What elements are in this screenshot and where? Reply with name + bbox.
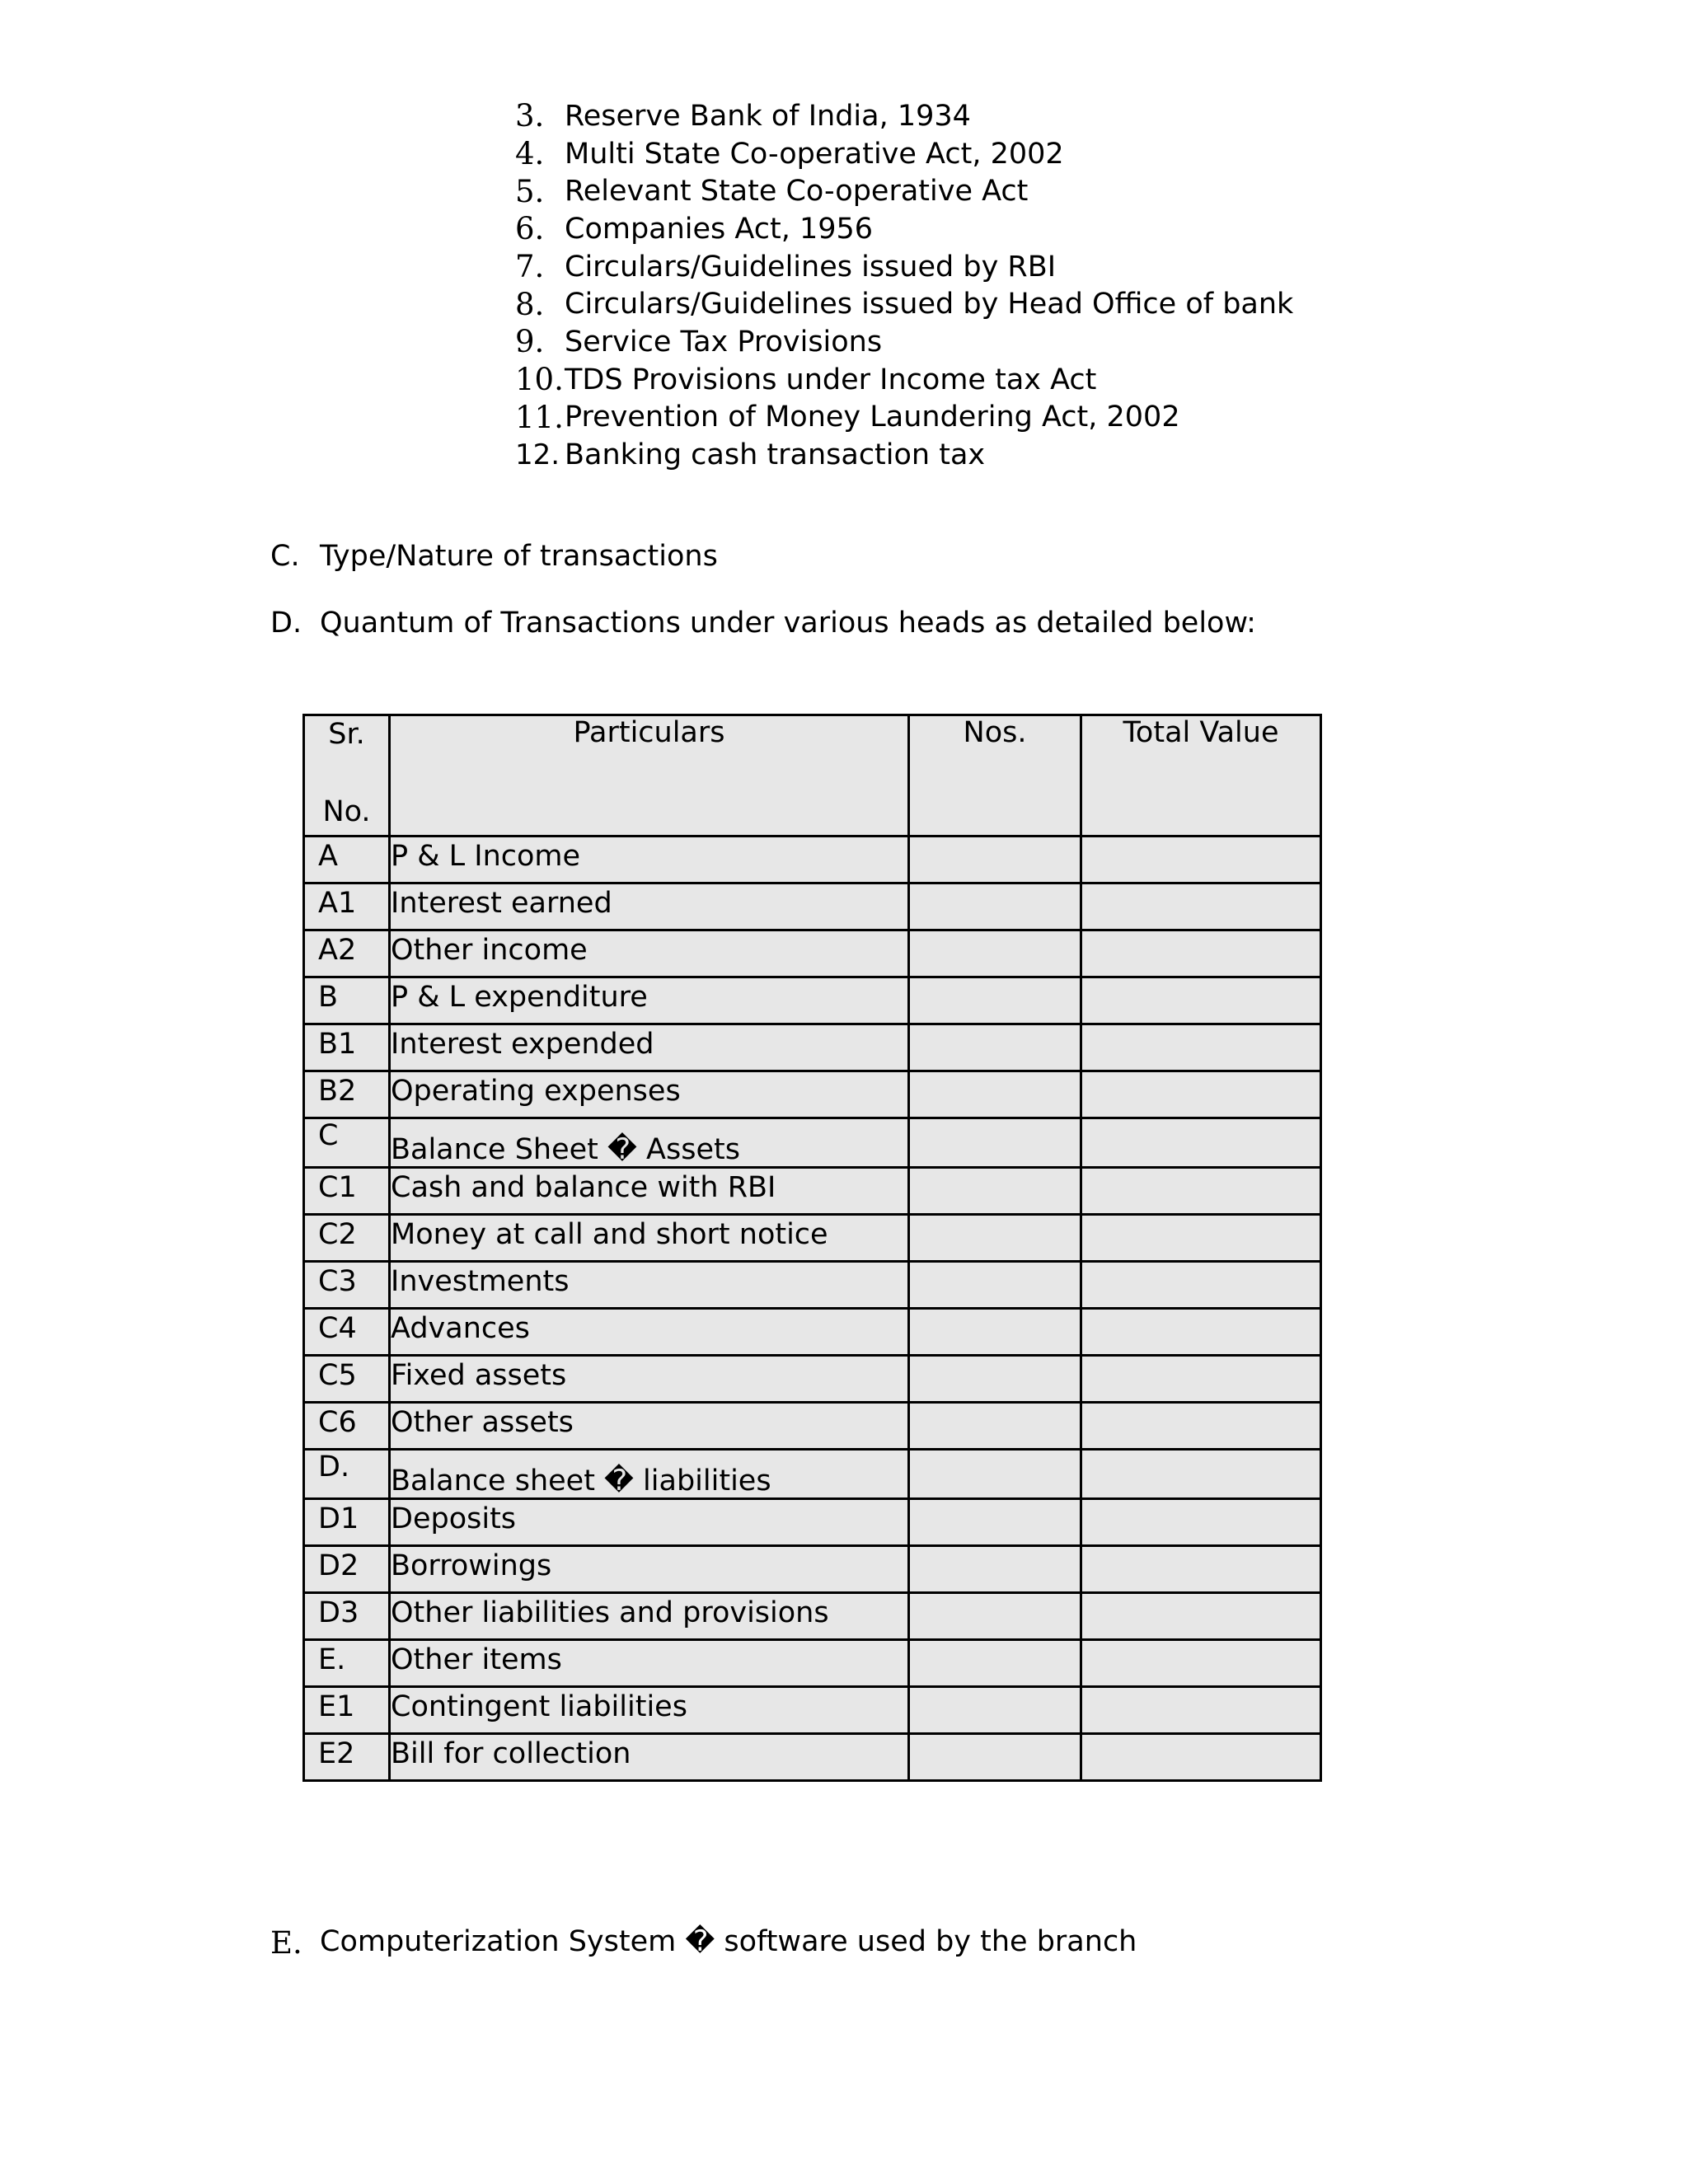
act-text: Circulars/Guidelines issued by RBI [565, 250, 1057, 284]
table-row [304, 883, 1321, 930]
table-row [304, 1450, 1321, 1499]
total-value-cell[interactable] [1081, 930, 1321, 977]
total-value-cell[interactable] [1081, 1640, 1321, 1687]
table-row [304, 1403, 1321, 1450]
nos-cell[interactable] [909, 930, 1081, 977]
section-c-heading [270, 540, 718, 573]
table-row [304, 977, 1321, 1024]
nos-cell[interactable] [909, 1168, 1081, 1215]
nos-cell[interactable] [909, 1309, 1081, 1356]
total-value-header: Total Value [1081, 715, 1321, 837]
nos-cell[interactable] [909, 1499, 1081, 1546]
row-particular: Interest earned [390, 883, 909, 930]
nos-cell[interactable] [909, 837, 1081, 883]
row-code: A [304, 837, 390, 883]
row-particular: Investments [390, 1262, 909, 1309]
nos-cell[interactable] [909, 977, 1081, 1024]
act-number: 8. [515, 286, 545, 322]
act-item [515, 399, 1293, 437]
row-code: C1 [304, 1168, 390, 1215]
row-particular: Other liabilities and provisions [390, 1593, 909, 1640]
act-text: Service Tax Provisions [565, 325, 883, 359]
particulars-header: Particulars [390, 715, 909, 837]
row-particular: Money at call and short notice [390, 1215, 909, 1262]
total-value-cell[interactable] [1081, 1593, 1321, 1640]
row-code: E1 [304, 1687, 390, 1734]
table-row [304, 1546, 1321, 1593]
table-row [304, 1499, 1321, 1546]
act-number: 10. [515, 362, 564, 398]
act-item [515, 97, 1293, 135]
section-text: Computerization System � software used by the branch [320, 1925, 1137, 1958]
act-text: TDS Provisions under Income tax Act [565, 363, 1097, 396]
total-value-cell[interactable] [1081, 1309, 1321, 1356]
total-value-cell[interactable] [1081, 1215, 1321, 1262]
nos-cell[interactable] [909, 1450, 1081, 1499]
row-particular: Borrowings [390, 1546, 909, 1593]
nos-cell[interactable] [909, 1262, 1081, 1309]
act-item [515, 172, 1293, 210]
total-value-cell[interactable] [1081, 1734, 1321, 1781]
table-row [304, 1118, 1321, 1168]
act-item [515, 361, 1293, 399]
row-code: C2 [304, 1215, 390, 1262]
row-code: D. [304, 1450, 390, 1499]
act-text: Companies Act, 1956 [565, 212, 874, 246]
act-item [515, 285, 1293, 323]
row-particular: Advances [390, 1309, 909, 1356]
total-value-cell[interactable] [1081, 1450, 1321, 1499]
act-number: 6. [515, 211, 545, 247]
table-header-row [304, 715, 1321, 837]
total-value-cell[interactable] [1081, 883, 1321, 930]
table-row [304, 1640, 1321, 1687]
total-value-cell[interactable] [1081, 1168, 1321, 1215]
total-value-cell[interactable] [1081, 1356, 1321, 1403]
table-row [304, 1309, 1321, 1356]
row-particular: Bill for collection [390, 1734, 909, 1781]
total-value-cell[interactable] [1081, 1118, 1321, 1168]
section-e-heading [270, 1925, 1137, 1961]
row-particular: P & L expenditure [390, 977, 909, 1024]
row-code: E2 [304, 1734, 390, 1781]
total-value-cell[interactable] [1081, 1499, 1321, 1546]
row-code: B1 [304, 1024, 390, 1071]
acts-list [515, 97, 1293, 474]
row-code: E. [304, 1640, 390, 1687]
table-row [304, 1593, 1321, 1640]
table-row [304, 1215, 1321, 1262]
section-d-heading [270, 607, 1256, 640]
row-particular: Balance Sheet � Assets [390, 1118, 909, 1168]
total-value-cell[interactable] [1081, 977, 1321, 1024]
row-code: D2 [304, 1546, 390, 1593]
total-value-cell[interactable] [1081, 1546, 1321, 1593]
total-value-cell[interactable] [1081, 1403, 1321, 1450]
table-row [304, 1356, 1321, 1403]
act-item [515, 210, 1293, 248]
nos-cell[interactable] [909, 1546, 1081, 1593]
section-letter: C. [270, 540, 300, 573]
nos-cell[interactable] [909, 1118, 1081, 1168]
act-number: 11. [515, 399, 564, 435]
row-code: B [304, 977, 390, 1024]
row-code: A1 [304, 883, 390, 930]
nos-cell[interactable] [909, 1024, 1081, 1071]
act-text: Multi State Co-operative Act, 2002 [565, 137, 1064, 171]
transactions-table [302, 714, 1322, 1782]
act-text: Banking cash transaction tax [565, 438, 986, 472]
act-text: Reserve Bank of India, 1934 [565, 99, 971, 133]
act-item [515, 248, 1293, 286]
row-particular: Other assets [390, 1403, 909, 1450]
row-particular: Cash and balance with RBI [390, 1168, 909, 1215]
table-row [304, 1071, 1321, 1118]
act-text: Relevant State Co-operative Act [565, 175, 1029, 209]
total-value-cell[interactable] [1081, 1024, 1321, 1071]
total-value-cell[interactable] [1081, 1687, 1321, 1734]
row-particular: Contingent liabilities [390, 1687, 909, 1734]
row-particular: Balance sheet � liabilities [390, 1450, 909, 1499]
total-value-cell[interactable] [1081, 1262, 1321, 1309]
section-text: Type/Nature of transactions [320, 540, 718, 573]
act-number: 3. [515, 98, 545, 134]
nos-header: Nos. [909, 715, 1081, 837]
section-letter: E. [270, 1925, 302, 1961]
row-code: A2 [304, 930, 390, 977]
row-particular: P & L Income [390, 837, 909, 883]
row-particular: Operating expenses [390, 1071, 909, 1118]
sr-header-top: Sr. [328, 718, 365, 751]
nos-cell[interactable] [909, 1403, 1081, 1450]
sr-no-header [304, 715, 390, 837]
table-row [304, 1168, 1321, 1215]
nos-cell[interactable] [909, 1356, 1081, 1403]
row-code: C6 [304, 1403, 390, 1450]
total-value-cell[interactable] [1081, 1071, 1321, 1118]
sr-header-bottom: No. [322, 795, 371, 829]
section-letter: D. [270, 607, 302, 640]
row-code: B2 [304, 1071, 390, 1118]
act-number: 12. [515, 438, 560, 472]
total-value-cell[interactable] [1081, 837, 1321, 883]
table-row [304, 1734, 1321, 1781]
act-item [515, 135, 1293, 173]
nos-cell[interactable] [909, 1640, 1081, 1687]
act-item [515, 323, 1293, 361]
row-code: C [304, 1118, 390, 1168]
row-particular: Other income [390, 930, 909, 977]
act-item [515, 436, 1293, 474]
act-number: 9. [515, 324, 545, 360]
act-text: Prevention of Money Laundering Act, 2002 [565, 401, 1180, 434]
row-particular: Fixed assets [390, 1356, 909, 1403]
nos-cell[interactable] [909, 1593, 1081, 1640]
table-row [304, 837, 1321, 883]
nos-cell[interactable] [909, 1734, 1081, 1781]
row-code: C4 [304, 1309, 390, 1356]
table-row [304, 1687, 1321, 1734]
table-row [304, 1262, 1321, 1309]
nos-cell[interactable] [909, 1071, 1081, 1118]
nos-cell[interactable] [909, 1215, 1081, 1262]
act-text: Circulars/Guidelines issued by Head Office of bank [565, 288, 1294, 321]
act-number: 7. [515, 249, 545, 285]
act-number: 5. [515, 173, 545, 209]
row-code: D3 [304, 1593, 390, 1640]
row-particular: Deposits [390, 1499, 909, 1546]
row-code: C5 [304, 1356, 390, 1403]
act-number: 4. [515, 136, 545, 172]
row-code: D1 [304, 1499, 390, 1546]
row-code: C3 [304, 1262, 390, 1309]
nos-cell[interactable] [909, 883, 1081, 930]
table-row [304, 1024, 1321, 1071]
row-particular: Interest expended [390, 1024, 909, 1071]
row-particular: Other items [390, 1640, 909, 1687]
nos-cell[interactable] [909, 1687, 1081, 1734]
section-text: Quantum of Transactions under various heads as detailed below: [320, 607, 1256, 640]
table-row [304, 930, 1321, 977]
